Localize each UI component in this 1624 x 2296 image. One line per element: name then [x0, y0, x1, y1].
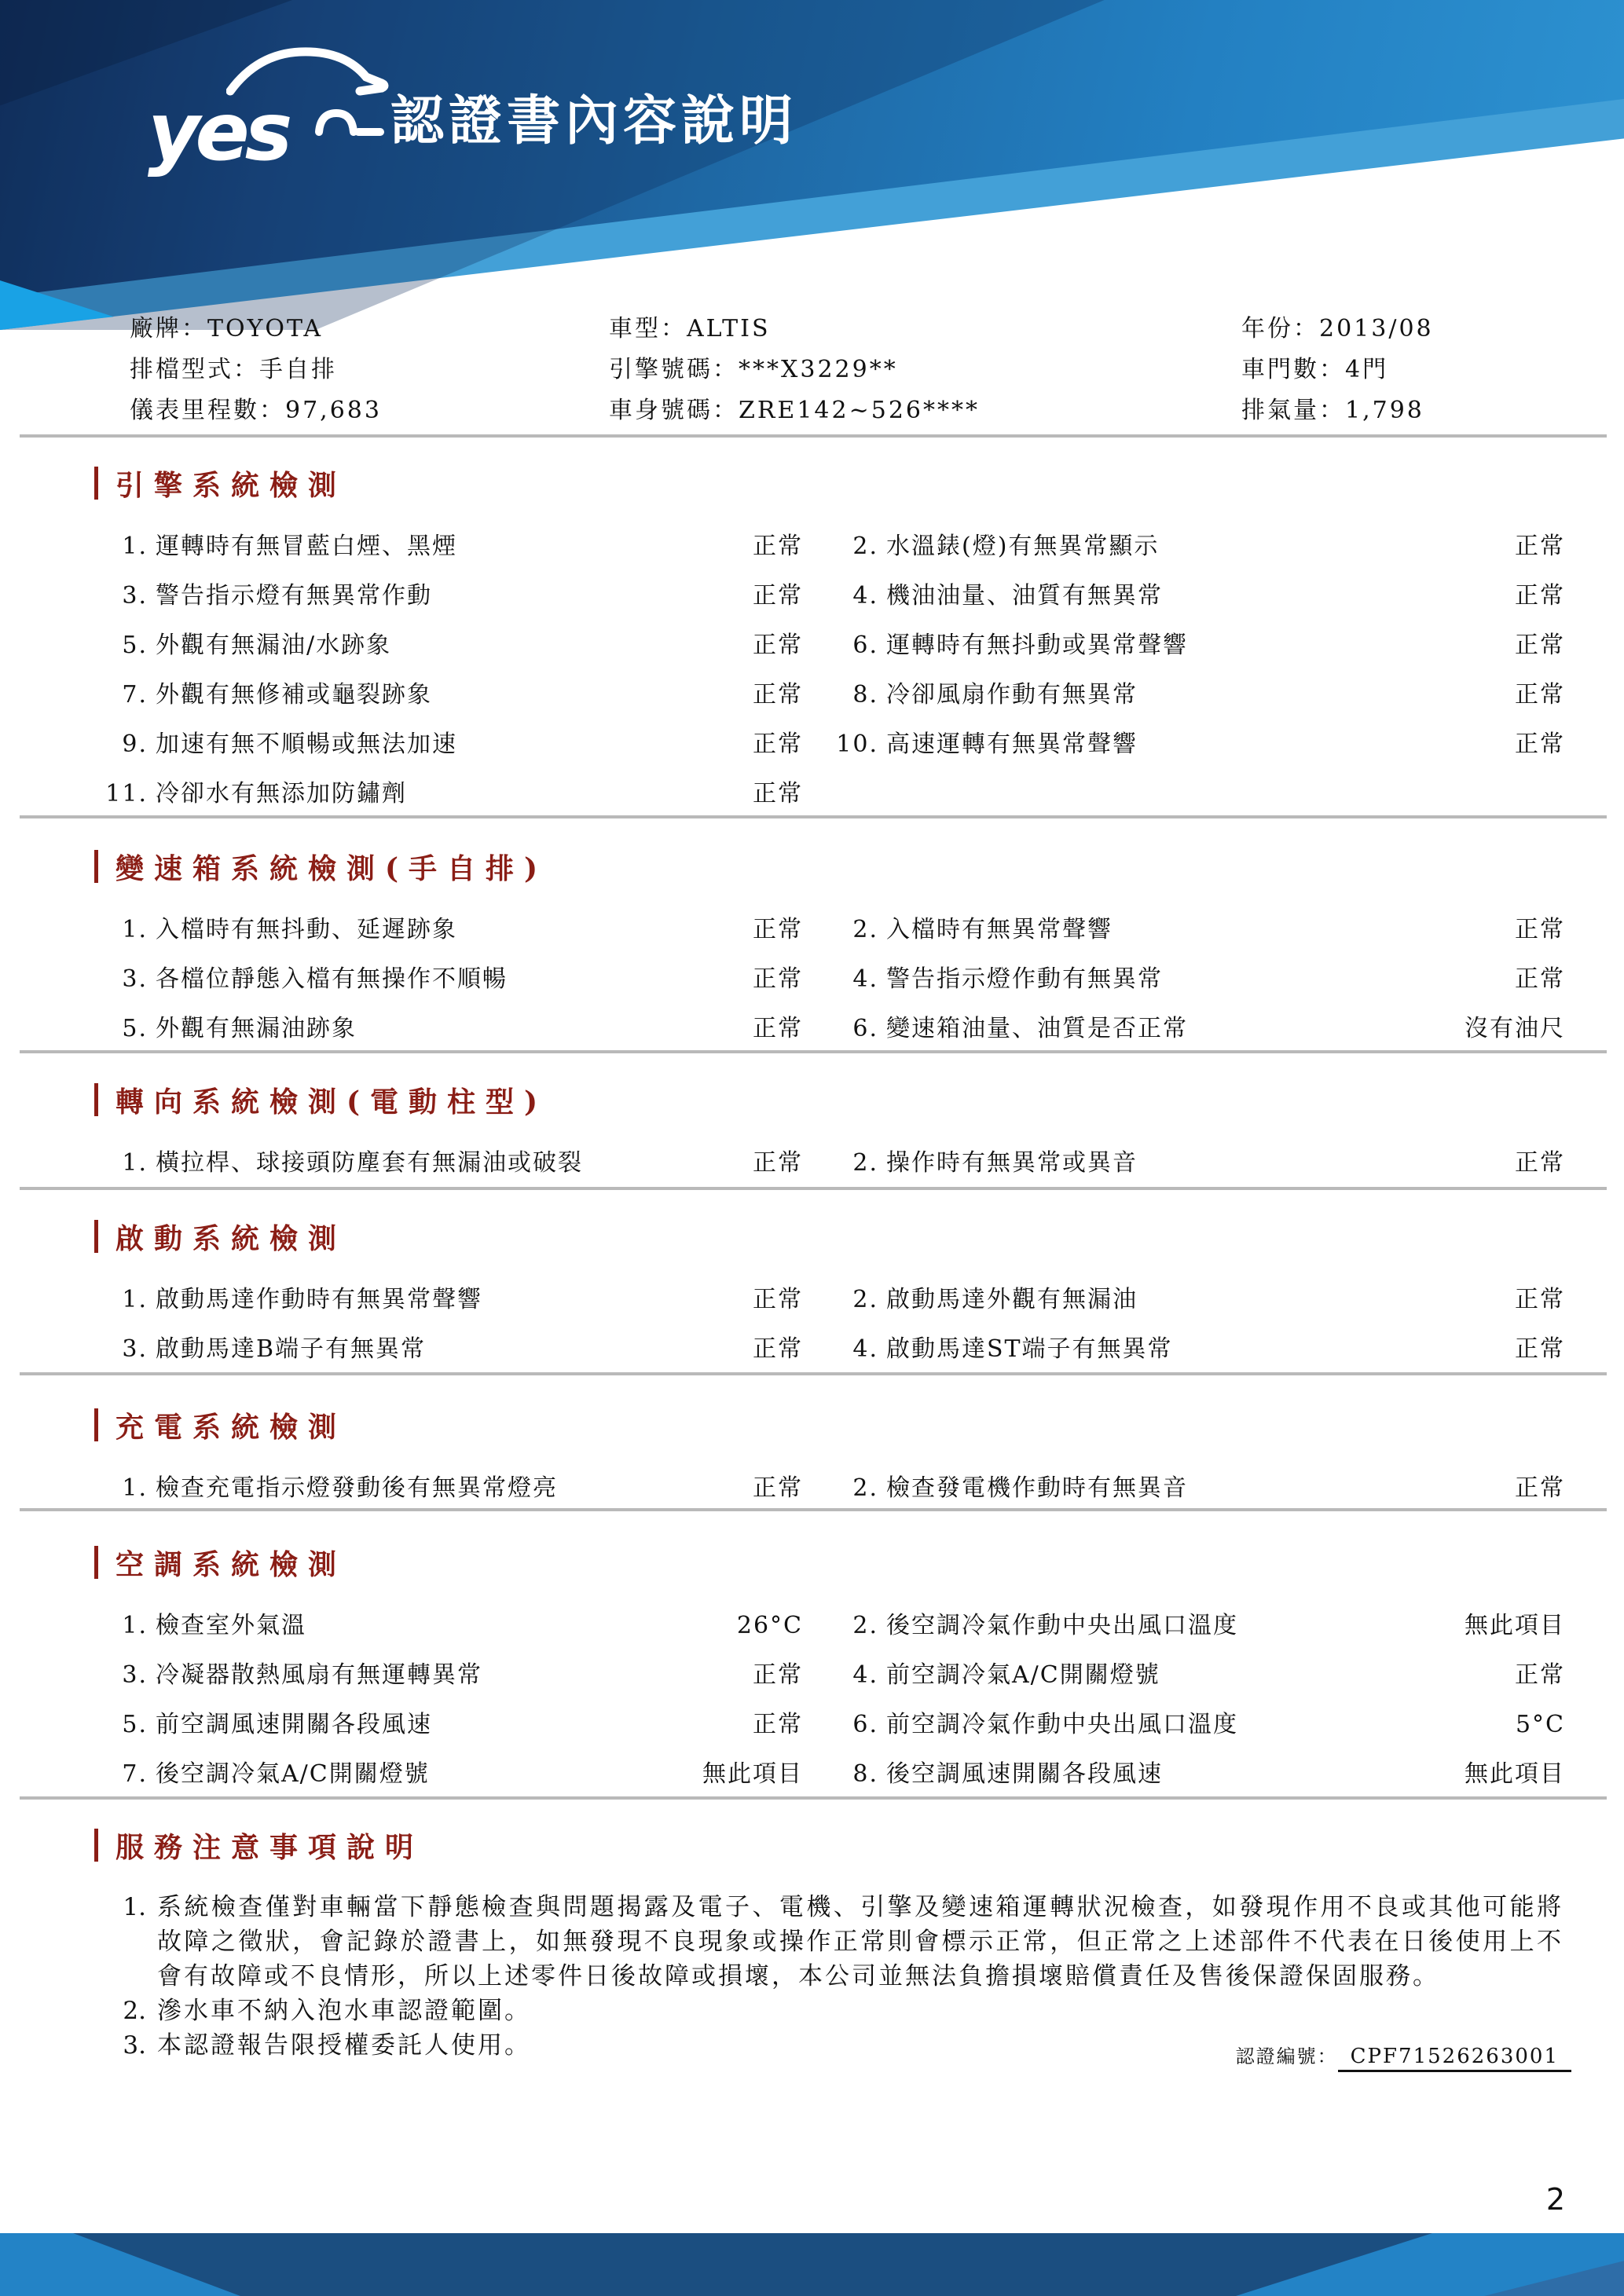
check-item-text: 外觀有無漏油/水跡象	[156, 632, 392, 659]
vehicle-field: 廠牌：TOYOTA	[130, 315, 324, 342]
check-items	[104, 1149, 1624, 1199]
section-title	[94, 1082, 1624, 1118]
service-note-number: 3.	[123, 2031, 146, 2060]
check-item	[104, 731, 803, 759]
check-item-result: 正常	[753, 916, 803, 943]
certificate-number-value: CPF71526263001	[1338, 2045, 1571, 2072]
section-divider	[20, 1372, 1607, 1375]
vehicle-field: 排氣量：1,798	[1241, 397, 1424, 424]
check-item-result: 正常	[753, 965, 803, 993]
check-item-result: 正常	[1515, 533, 1565, 560]
check-item-text: 冷卻水有無添加防鏽劑	[156, 780, 407, 807]
section-transmission	[0, 848, 1624, 1064]
check-item	[104, 582, 803, 610]
section-charging	[0, 1407, 1624, 1524]
check-item	[834, 965, 1565, 994]
check-item-text: 警告指示燈作動有無異常	[886, 965, 1163, 993]
check-item-result: 無此項目	[1465, 1612, 1565, 1639]
section-title	[94, 1544, 1624, 1580]
check-item-text: 冷卻風扇作動有無異常	[886, 681, 1138, 709]
check-item-number: 1.	[122, 1612, 148, 1639]
check-item-result: 正常	[753, 1474, 803, 1502]
check-item-text: 檢查室外氣溫	[156, 1612, 306, 1639]
check-item-text: 高速運轉有無異常聲響	[886, 731, 1138, 758]
check-item-text: 加速有無不順暢或無法加速	[156, 731, 457, 758]
service-note-text: 系統檢查僅對車輛當下靜態檢查與問題揭露及電子、電機、引擎及變速箱運轉狀況檢查，如發現作用不良或其他可能將故障之徵狀，會記錄於證書上，如無發現不良現象或操作正常則會標示正常，但正常之上述部件不代表在日後使用上不會有故障或不良情形，所以上述零件日後故障或損壞，本公司並無法負擔損壞賠償責任及售後保證保固服務。	[157, 1893, 1564, 1990]
check-item-result: 正常	[1515, 916, 1565, 943]
check-item-result: 正常	[1515, 632, 1565, 659]
section-title	[94, 848, 1624, 884]
check-item	[834, 916, 1565, 944]
section-divider	[20, 1508, 1607, 1511]
check-item-number: 2.	[852, 1286, 878, 1313]
check-item-number: 6.	[852, 632, 878, 659]
check-item	[834, 533, 1565, 561]
check-item-text: 檢查發電機作動時有無異音	[886, 1474, 1188, 1502]
check-item	[104, 1015, 803, 1043]
check-item-number: 2.	[852, 533, 878, 560]
check-item-result: 正常	[1515, 1661, 1565, 1689]
section-title-text: 空調系統檢測	[115, 1547, 347, 1581]
section-title-bar	[94, 850, 98, 883]
check-item-number: 2.	[852, 1612, 878, 1639]
check-item-number: 3.	[122, 1335, 148, 1363]
check-item	[104, 916, 803, 944]
check-item-number: 3.	[122, 582, 148, 610]
vehicle-info-column	[609, 317, 980, 439]
check-item-number: 2.	[852, 1474, 878, 1502]
section-air-conditioning	[0, 1544, 1624, 1810]
check-item-number: 5.	[122, 1015, 148, 1042]
check-item	[834, 1015, 1565, 1043]
page-title: 認證書內容說明	[390, 90, 798, 152]
check-item-text: 啟動馬達B端子有無異常	[156, 1335, 427, 1363]
service-note	[102, 1890, 1624, 1994]
vehicle-field: 排檔型式：手自排	[130, 356, 337, 383]
check-item-number: 9.	[122, 731, 148, 758]
check-item-result: 正常	[1515, 965, 1565, 993]
check-item-number: 1.	[122, 916, 148, 943]
section-title-bar	[94, 467, 98, 500]
check-item-number: 5.	[122, 632, 148, 659]
check-item	[104, 1335, 803, 1364]
check-items	[104, 916, 1624, 1064]
vehicle-field: 年份：2013/08	[1241, 315, 1434, 342]
check-item	[834, 1474, 1565, 1503]
check-item	[834, 681, 1565, 709]
check-item-number: 1.	[122, 533, 148, 560]
section-title-text: 啟動系統檢測	[115, 1221, 347, 1255]
check-item-result: 正常	[753, 632, 803, 659]
service-note-text: 本認證報告限授權委託人使用。	[157, 2031, 531, 2060]
check-item-number: 5.	[122, 1711, 148, 1738]
check-item-text: 各檔位靜態入檔有無操作不順暢	[156, 965, 508, 993]
section-steering	[0, 1082, 1624, 1199]
check-item	[104, 1711, 803, 1739]
service-note	[102, 1994, 1624, 2028]
section-title-text: 引擎系統檢測	[115, 468, 347, 502]
check-item-result: 正常	[753, 1711, 803, 1738]
vehicle-info-column	[1241, 317, 1434, 439]
check-item-text: 運轉時有無冒藍白煙、黑煙	[156, 533, 457, 560]
check-item	[834, 1149, 1565, 1177]
section-title-text: 轉向系統檢測(電動柱型)	[115, 1085, 548, 1119]
check-item-result: 正常	[1515, 1474, 1565, 1502]
check-item	[104, 1760, 803, 1789]
section-title-bar	[94, 1408, 98, 1441]
check-item	[834, 632, 1565, 660]
check-item-result: 正常	[1515, 1335, 1565, 1363]
page-footer	[0, 2233, 1624, 2296]
check-item	[104, 965, 803, 994]
vehicle-field: 儀表里程數：97,683	[130, 397, 382, 424]
check-item	[834, 1760, 1565, 1789]
check-item-number: 11.	[105, 780, 148, 807]
check-item-result: 沒有油尺	[1465, 1015, 1565, 1042]
check-item	[104, 1149, 803, 1177]
check-item-result: 正常	[753, 1661, 803, 1689]
check-item-number: 1.	[122, 1286, 148, 1313]
section-title-text: 服務注意事項說明	[115, 1830, 424, 1864]
section-divider	[20, 1050, 1607, 1053]
check-item-number: 7.	[122, 1760, 148, 1788]
check-item-text: 外觀有無漏油跡象	[156, 1015, 357, 1042]
check-item-text: 入檔時有無異常聲響	[886, 916, 1113, 943]
service-note-number: 2.	[123, 1997, 146, 2025]
check-item-result: 正常	[1515, 1149, 1565, 1177]
check-item-number: 6.	[852, 1711, 878, 1738]
check-item-number: 3.	[122, 1661, 148, 1689]
check-item-text: 外觀有無修補或龜裂跡象	[156, 681, 432, 709]
check-item-text: 後空調風速開關各段風速	[886, 1760, 1163, 1788]
check-item-text: 橫拉桿、球接頭防塵套有無漏油或破裂	[156, 1149, 583, 1177]
vehicle-field: 引擎號碼：***X3229**	[609, 356, 898, 383]
check-item-text: 變速箱油量、油質是否正常	[886, 1015, 1188, 1042]
vehicle-info-column	[130, 317, 382, 439]
check-item	[834, 582, 1565, 610]
check-item	[834, 731, 1565, 759]
check-item	[834, 1612, 1565, 1640]
check-item-text: 啟動馬達作動時有無異常聲響	[156, 1286, 482, 1313]
check-item-result: 正常	[753, 1015, 803, 1042]
check-item-result: 正常	[753, 780, 803, 807]
check-item-number: 7.	[122, 681, 148, 709]
check-item-text: 前空調風速開關各段風速	[156, 1711, 432, 1738]
vehicle-field: 車門數：4門	[1241, 356, 1389, 383]
check-item-number: 4.	[852, 1335, 878, 1363]
check-item-text: 警告指示燈有無異常作動	[156, 582, 432, 610]
section-divider	[20, 1796, 1607, 1800]
check-item-number: 8.	[852, 1760, 878, 1788]
check-item-number: 3.	[122, 965, 148, 993]
section-divider	[20, 815, 1607, 818]
check-item-text: 啟動馬達ST端子有無異常	[886, 1335, 1173, 1363]
section-title-text: 充電系統檢測	[115, 1410, 347, 1444]
check-items	[104, 533, 1624, 829]
section-divider	[20, 1187, 1607, 1190]
check-item-text: 前空調冷氣A/C開關燈號	[886, 1661, 1160, 1689]
service-note-number: 1.	[123, 1893, 146, 1921]
check-item	[104, 681, 803, 709]
check-item-text: 冷凝器散熱風扇有無運轉異常	[156, 1661, 482, 1689]
check-item-result: 正常	[753, 1149, 803, 1177]
check-item-text: 後空調冷氣作動中央出風口溫度	[886, 1612, 1238, 1639]
section-service-notes	[0, 1827, 1624, 2063]
check-item-result: 無此項目	[1465, 1760, 1565, 1788]
check-item-text: 運轉時有無抖動或異常聲響	[886, 632, 1188, 659]
check-item	[104, 780, 803, 808]
yes-logo	[148, 85, 383, 187]
check-item-text: 後空調冷氣A/C開關燈號	[156, 1760, 430, 1788]
check-item	[104, 1612, 803, 1640]
section-title-bar	[94, 1083, 98, 1116]
check-item-result: 正常	[753, 731, 803, 758]
vehicle-field: 車身號碼：ZRE142~526****	[609, 397, 980, 424]
check-item	[104, 632, 803, 660]
check-item-result: 正常	[1515, 582, 1565, 610]
car-outline-icon	[226, 44, 391, 141]
check-item-text: 啟動馬達外觀有無漏油	[886, 1286, 1138, 1313]
section-starter	[0, 1218, 1624, 1385]
yes-logo-text: yes	[148, 86, 288, 179]
check-items	[104, 1286, 1624, 1385]
check-item-number: 1.	[122, 1474, 148, 1502]
check-item-result: 正常	[1515, 731, 1565, 758]
check-item-number: 4.	[852, 1661, 878, 1689]
check-item-number: 10.	[836, 731, 878, 758]
page-number: 2	[1545, 2182, 1566, 2217]
check-items	[104, 1474, 1624, 1524]
service-note-text: 滲水車不納入泡水車認證範圍。	[157, 1997, 531, 2025]
check-item	[834, 1286, 1565, 1314]
check-item-text: 機油油量、油質有無異常	[886, 582, 1163, 610]
check-item	[104, 1286, 803, 1314]
section-title	[94, 465, 1624, 501]
section-title	[94, 1827, 1624, 1863]
check-item-result: 正常	[1515, 681, 1565, 709]
certificate-number-row	[0, 2041, 1571, 2068]
footer-dark-band	[0, 2233, 1624, 2296]
check-item-number: 4.	[852, 965, 878, 993]
check-item-text: 操作時有無異常或異音	[886, 1149, 1138, 1177]
check-item-result: 無此項目	[702, 1760, 803, 1788]
check-items	[104, 1612, 1624, 1810]
check-item-text: 檢查充電指示燈發動後有無異常燈亮	[156, 1474, 558, 1502]
check-item-text: 水溫錶(燈)有無異常顯示	[886, 533, 1160, 560]
check-item-result: 正常	[753, 1286, 803, 1313]
certificate-number-label: 認證編號：	[1235, 2045, 1338, 2067]
page-header	[0, 0, 1624, 330]
section-title-text: 變速箱系統檢測(手自排)	[115, 851, 548, 885]
check-item	[834, 1335, 1565, 1364]
section-title-bar	[94, 1546, 98, 1579]
check-item-number: 8.	[852, 681, 878, 709]
check-item-result: 正常	[753, 1335, 803, 1363]
check-item	[104, 1661, 803, 1690]
section-divider	[20, 434, 1607, 438]
check-item	[104, 533, 803, 561]
check-item-number: 2.	[852, 1149, 878, 1177]
check-item-number: 2.	[852, 916, 878, 943]
check-item	[834, 1711, 1565, 1739]
notes-list	[102, 1890, 1624, 2063]
section-title-bar	[94, 1829, 98, 1862]
check-item-result: 26°C	[736, 1612, 803, 1639]
check-item-result: 正常	[753, 533, 803, 560]
check-item-text: 入檔時有無抖動、延遲跡象	[156, 916, 457, 943]
section-title	[94, 1407, 1624, 1443]
vehicle-field: 車型：ALTIS	[609, 315, 771, 342]
check-item-number: 4.	[852, 582, 878, 610]
check-item-result: 正常	[753, 681, 803, 709]
section-title-bar	[94, 1220, 98, 1253]
check-item-result: 正常	[1515, 1286, 1565, 1313]
section-title	[94, 1218, 1624, 1254]
section-engine	[0, 465, 1624, 829]
check-item-result: 正常	[753, 582, 803, 610]
check-item-text: 前空調冷氣作動中央出風口溫度	[886, 1711, 1238, 1738]
check-item	[104, 1474, 803, 1503]
check-item-result: 5°C	[1515, 1711, 1565, 1738]
check-item-number: 6.	[852, 1015, 878, 1042]
check-item	[834, 1661, 1565, 1690]
check-item-number: 1.	[122, 1149, 148, 1177]
